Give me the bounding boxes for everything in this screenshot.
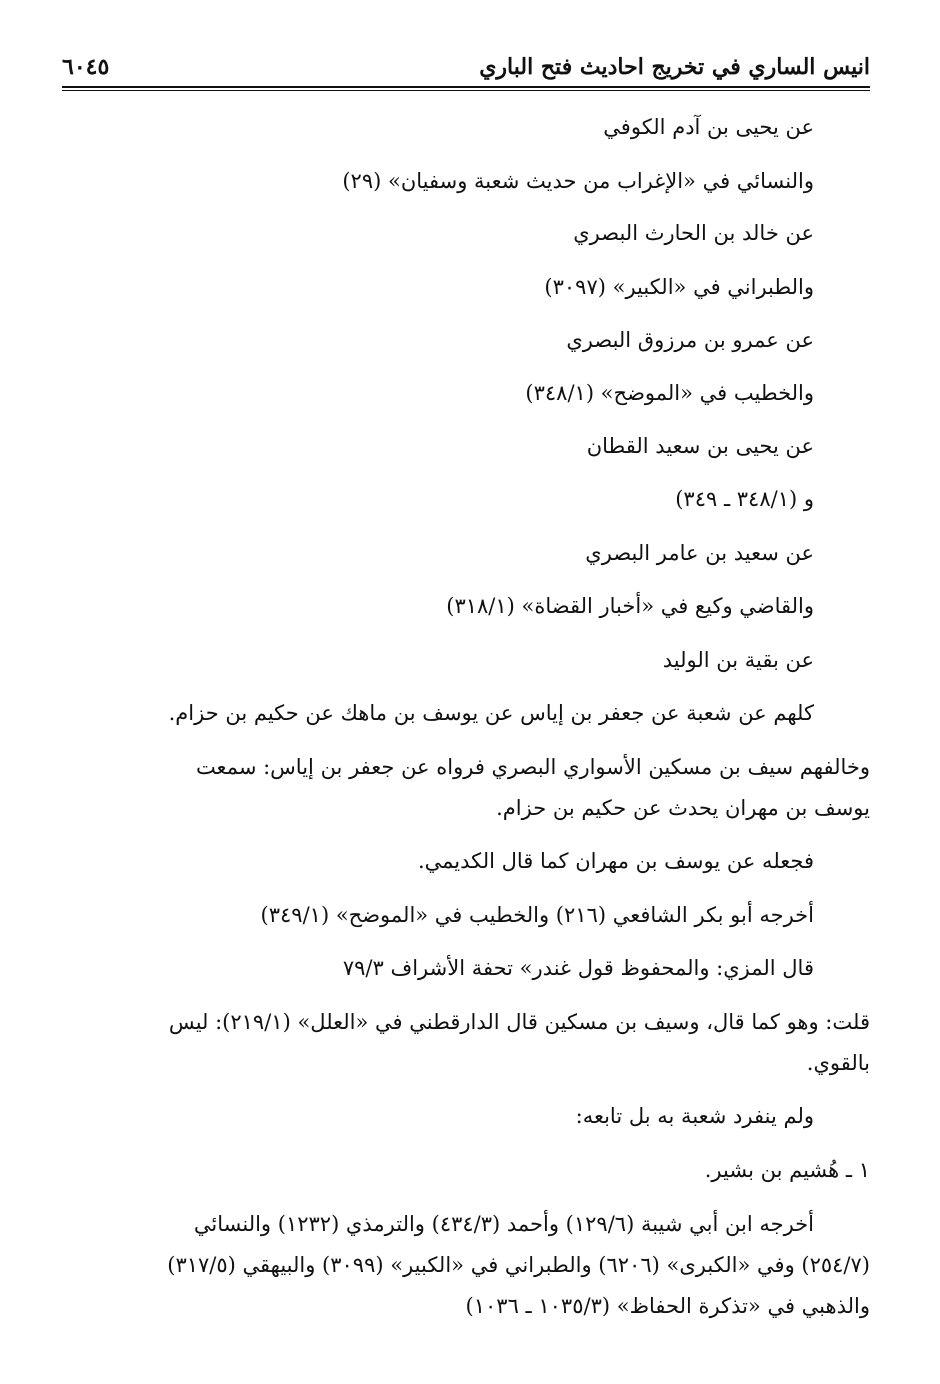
text-line: فجعله عن يوسف بن مهران كما قال الكديمي. — [417, 849, 814, 873]
text-line: يوسف بن مهران يحدث عن حكيم بن حزام. — [496, 796, 870, 820]
text-line: وخالفهم سيف بن مسكين الأسواري البصري فرواه عن جعفر بن إياس: سمعت — [195, 755, 870, 779]
text-line: والطبراني في «الكبير» (٣٠٩٧) — [544, 275, 814, 299]
text-line: عن خالد بن الحارث البصري — [573, 221, 814, 245]
header-rule-thick — [62, 86, 870, 88]
text-line: قلت: وهو كما قال، وسيف بن مسكين قال الدارقطني في «العلل» (٢١٩/١): ليس — [168, 1010, 870, 1034]
text-line: كلهم عن شعبة عن جعفر بن إياس عن يوسف بن ماهك عن حكيم بن حزام. — [168, 701, 814, 725]
list-item: ١ ـ هُشيم بن بشير. — [704, 1158, 870, 1182]
text-line: عن بقية بن الوليد — [662, 648, 814, 672]
text-line: (٢٥٤/٧) وفي «الكبرى» (٦٢٠٦) والطبراني في «الكبير» (٣٠٩٩) والبيهقي (٣١٧/٥) — [167, 1253, 870, 1277]
header-rule-thin — [62, 90, 870, 91]
text-line: والذهبي في «تذكرة الحفاظ» (١٠٣٥/٣ ـ ١٠٣٦) — [465, 1294, 870, 1318]
text-line: أخرجه ابن أبي شيبة (١٢٩/٦) وأحمد (٤٣٤/٣) والترمذي (١٢٣٢) والنسائي — [193, 1212, 814, 1236]
text-line: أخرجه أبو بكر الشافعي (٢١٦) والخطيب في «الموضح» (٣٤٩/١) — [260, 903, 814, 927]
text-line: والقاضي وكيع في «أخبار القضاة» (٣١٨/١) — [446, 594, 814, 618]
book-title: انيس الساري في تخريج احاديث فتح الباري — [479, 54, 870, 80]
text-line: عن سعيد بن عامر البصري — [585, 541, 814, 565]
text-line: عن يحيى بن سعيد القطان — [586, 434, 814, 458]
text-line: عن عمرو بن مرزوق البصري — [566, 328, 814, 352]
text-line: و (٣٤٨/١ ـ ٣٤٩) — [675, 487, 814, 511]
text-line: والنسائي في «الإغراب من حديث شعبة وسفيان» (٢٩) — [342, 169, 814, 193]
running-header — [62, 44, 870, 80]
page-number: ٦٠٤٥ — [62, 54, 110, 80]
text-line: ولم ينفرد شعبة به بل تابعه: — [575, 1104, 814, 1128]
text-line: عن يحيى بن آدم الكوفي — [603, 115, 814, 139]
text-line: والخطيب في «الموضح» (٣٤٨/١) — [525, 381, 814, 405]
text-line: قال المزي: والمحفوظ قول غندر» تحفة الأشراف ٧٩/٣ — [342, 956, 814, 980]
text-line: بالقوي. — [806, 1051, 870, 1075]
